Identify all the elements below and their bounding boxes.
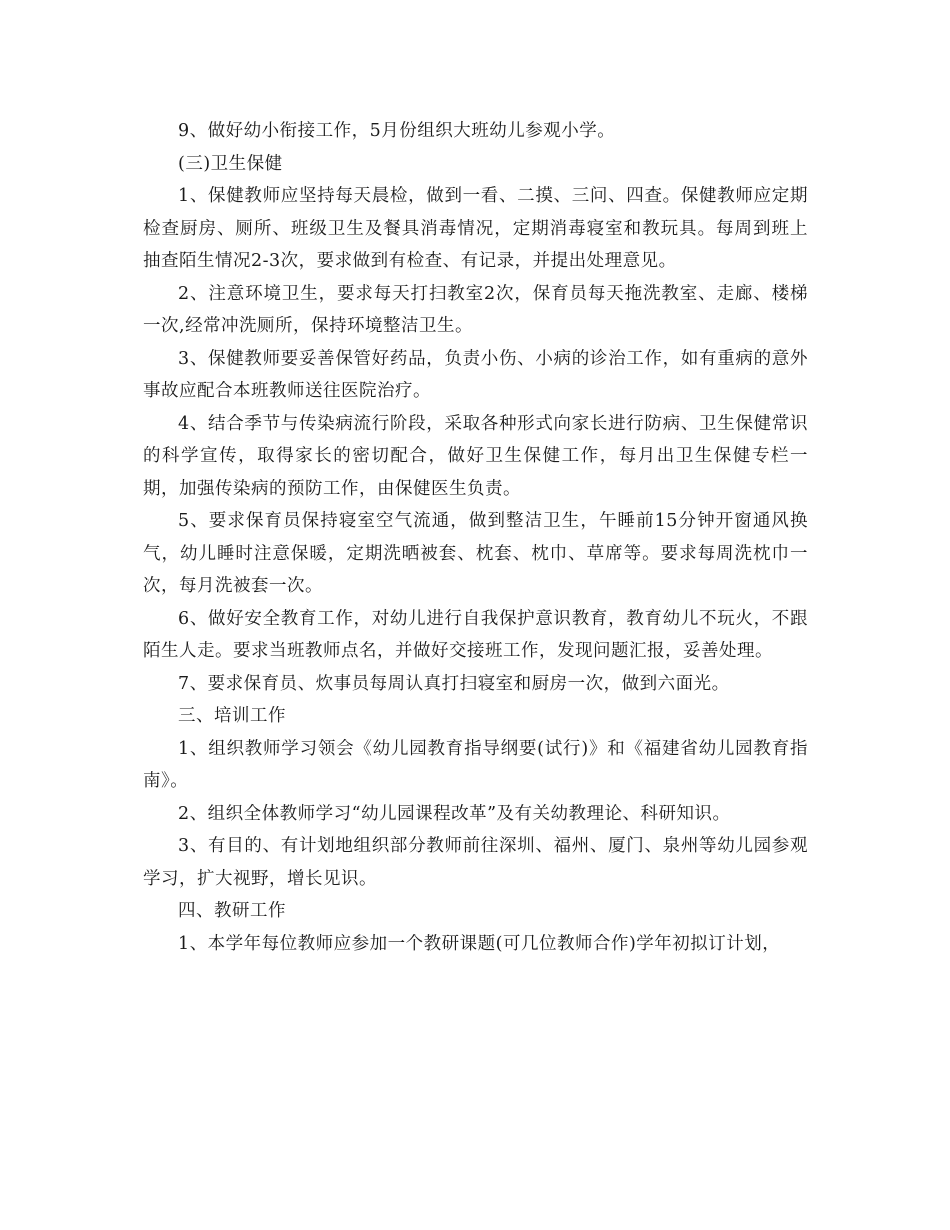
paragraph-training-1: 1、组织教师学习领会《幼儿园教育指导纲要(试行)》和《福建省幼儿园教育指南》。: [143, 738, 808, 791]
paragraph-training-2: 2、组织全体教师学习“幼儿园课程改革”及有关幼教理论、科研知识。: [178, 803, 731, 824]
paragraph-hygiene-3: 3、保健教师要妥善保管好药品，负责小伤、小病的诊治工作，如有重病的意外事故应配合本班教师送往医院治疗。: [143, 348, 808, 401]
section-heading-hygiene: (三)卫生保健: [178, 153, 283, 174]
paragraph-hygiene-4: 4、结合季节与传染病流行阶段，采取各种形式向家长进行防病、卫生保健常识的科学宣传，取得家长的密切配合，做好卫生保健工作，每月出卫生保健专栏一期，加强传染病的预防工作，由保健医生负责。: [143, 413, 808, 499]
paragraph-training-3: 3、有目的、有计划地组织部分教师前往深圳、福州、厦门、泉州等幼儿园参观学习，扩大视野，增长见识。: [143, 836, 808, 889]
paragraph-hygiene-2: 2、注意环境卫生，要求每天打扫教室2次，保育员每天拖洗教室、走廊、楼梯一次,经常冲洗厕所，保持环境整洁卫生。: [143, 283, 808, 336]
section-heading-training: 三、培训工作: [178, 706, 286, 726]
paragraph-hygiene-5: 5、要求保育员保持寝室空气流通，做到整洁卫生，午睡前15分钟开窗通风换气，幼儿睡时注意保暖，定期洗晒被套、枕套、枕巾、草席等。要求每周洗枕巾一次，每月洗被套一次。: [143, 511, 808, 596]
paragraph-hygiene-1: 1、保健教师应坚持每天晨检，做到一看、二摸、三问、四查。保健教师应定期检查厨房、厕所、班级卫生及餐具消毒情况，定期消毒寝室和教玩具。每周到班上抽查陌生情况2-3次，要求做到有检查、有记录，并提出处理意见。: [143, 186, 808, 271]
paragraph-item-9: 9、做好幼小衔接工作，5月份组织大班幼儿参观小学。: [178, 121, 616, 141]
document-body: [143, 115, 808, 960]
paragraph-hygiene-6: 6、做好安全教育工作，对幼儿进行自我保护意识教育，教育幼儿不玩火，不跟陌生人走。要求当班教师点名，并做好交接班工作，发现问题汇报，妥善处理。: [143, 608, 808, 661]
paragraph-hygiene-7: 7、要求保育员、炊事员每周认真打扫寝室和厨房一次，做到六面光。: [178, 673, 730, 694]
paragraph-research-1: 1、本学年每位教师应参加一个教研课题(可几位教师合作)学年初拟订计划，: [178, 933, 781, 954]
section-heading-research: 四、教研工作: [178, 901, 286, 921]
